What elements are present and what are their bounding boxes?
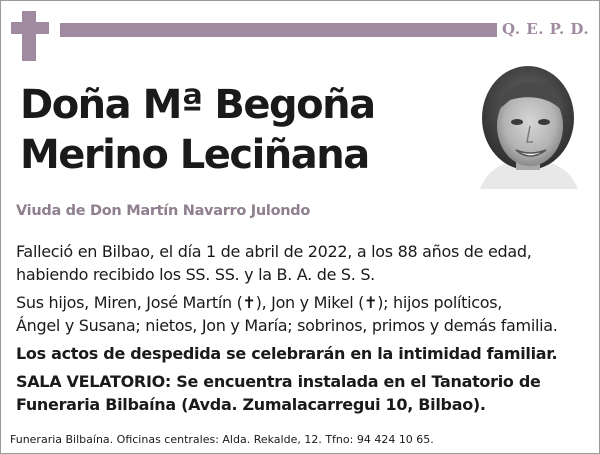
widow-subtitle: Viuda de Don Martín Navarro Julondo bbox=[16, 203, 311, 219]
wake-room-line-1: SALA VELATORIO: Se encuentra instalada en el Tanatorio de bbox=[16, 372, 541, 391]
wake-room-paragraph bbox=[16, 370, 591, 416]
wake-room-line-2: Funeraria Bilbaína (Avda. Zumalacarregui 10, Bilbao). bbox=[16, 395, 486, 414]
family-line-2: Ángel y Susana; nietos, Jon y María; sobrinos, primos y demás familia. bbox=[16, 316, 558, 335]
deceased-name bbox=[20, 80, 460, 180]
family-paragraph bbox=[16, 291, 591, 337]
cross-icon-vertical-bar bbox=[22, 11, 36, 61]
qepd-label: Q. E. P. D. bbox=[502, 20, 590, 38]
header-bar bbox=[60, 23, 497, 37]
farewell-paragraph bbox=[16, 342, 591, 365]
death-notice-line-2: habiendo recibido los SS. SS. y la B. A. de S. S. bbox=[16, 265, 375, 284]
name-line-1: Doña Mª Begoña bbox=[20, 82, 375, 128]
cross-icon-horizontal-bar bbox=[11, 22, 49, 34]
obituary-body bbox=[16, 240, 591, 421]
name-line-2: Merino Leciñana bbox=[20, 132, 369, 178]
death-notice-line-1: Falleció en Bilbao, el día 1 de abril de 2022, a los 88 años de edad, bbox=[16, 242, 532, 261]
death-notice-paragraph bbox=[16, 240, 591, 286]
portrait-image bbox=[470, 56, 585, 189]
funeral-home-footer: Funeraria Bilbaína. Oficinas centrales: Alda. Rekalde, 12. Tfno: 94 424 10 65. bbox=[10, 433, 434, 446]
portrait-photo bbox=[470, 56, 585, 189]
farewell-line-1: Los actos de despedida se celebrarán en la intimidad familiar. bbox=[16, 344, 558, 363]
family-line-1: Sus hijos, Miren, José Martín (✝), Jon y Mikel (✝); hijos políticos, bbox=[16, 293, 503, 312]
